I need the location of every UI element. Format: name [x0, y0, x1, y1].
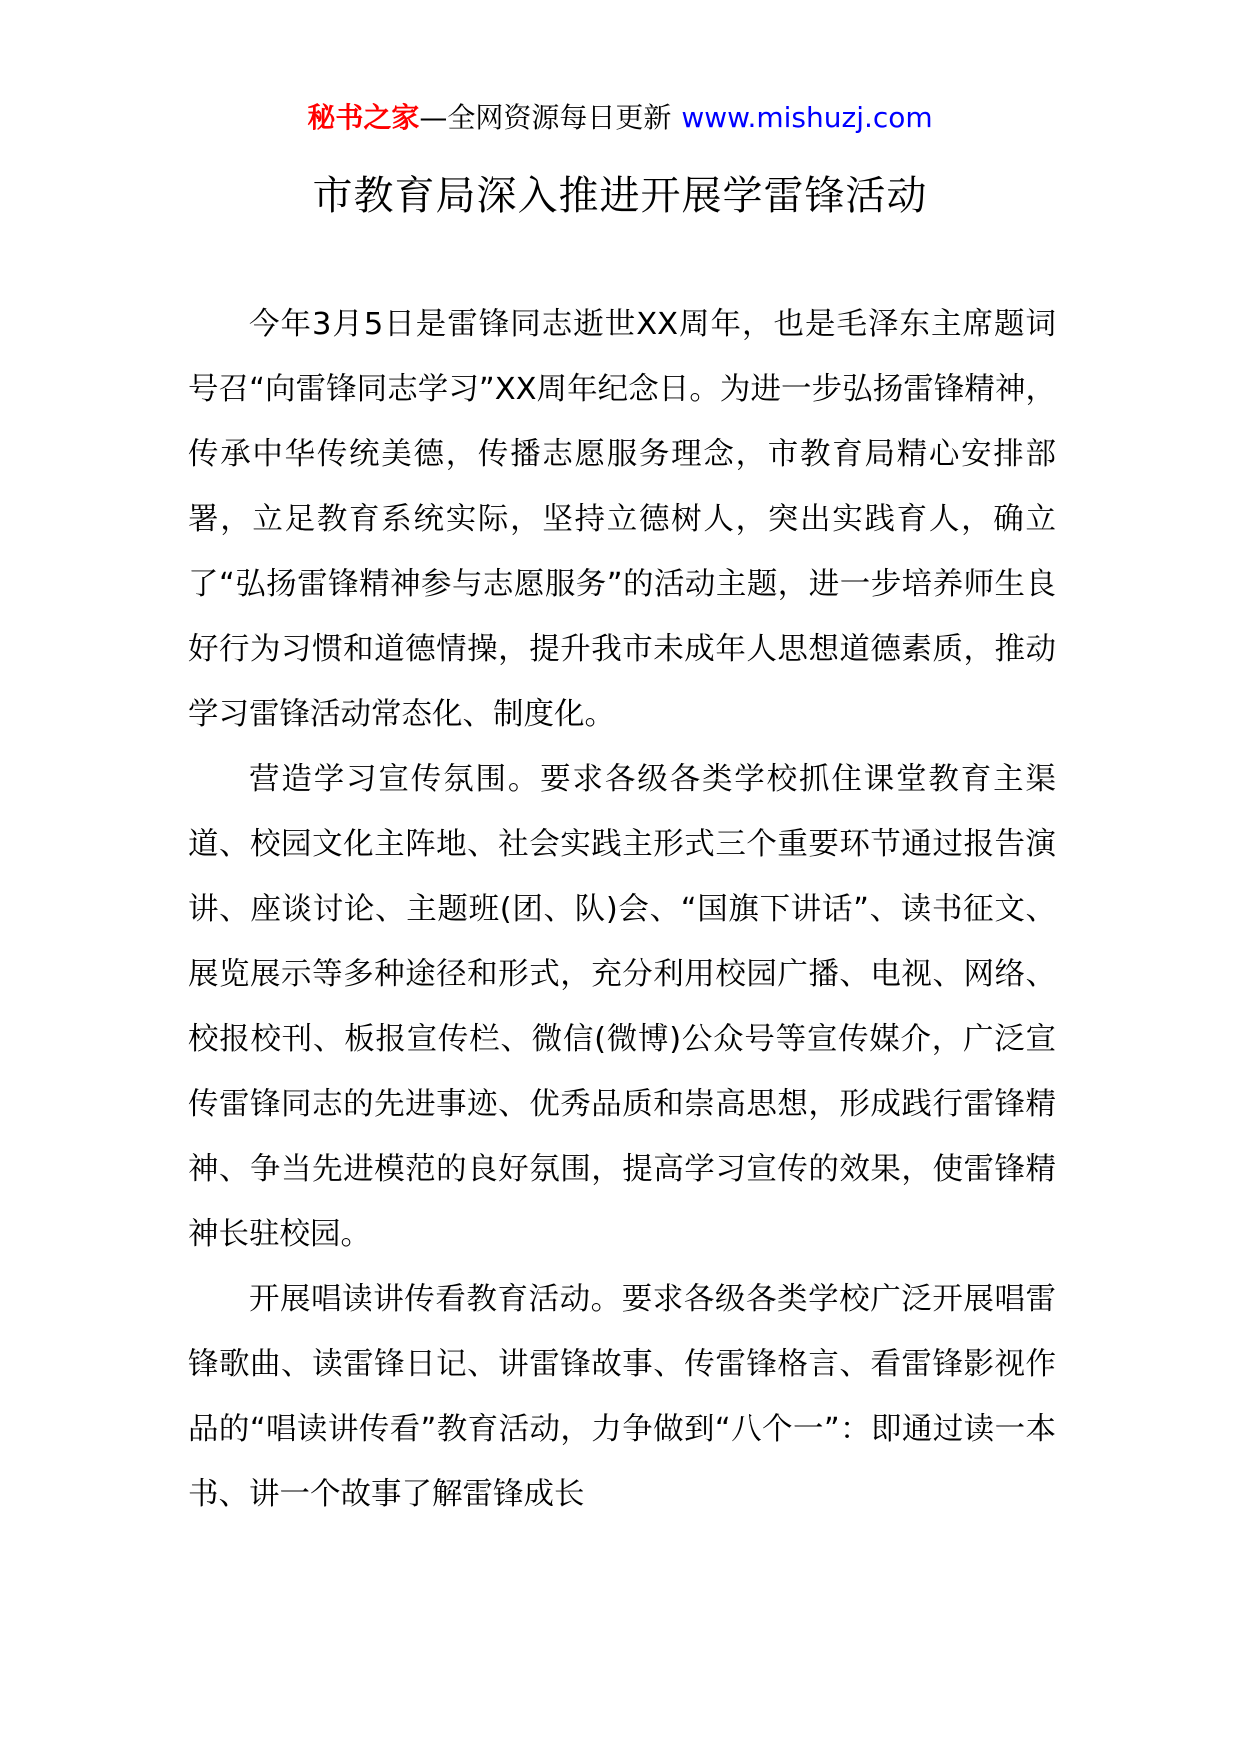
paragraph-publicity: 营造学习宣传氛围。要求各级各类学校抓住课堂教育主渠道、校园文化主阵地、社会实践主形式三个重要环节通过报告演讲、座谈讨论、主题班(团、队)会、“国旗下讲话”、读书征文、展览展示等多种途径和形式，充分利用校园广播、电视、网络、校报校刊、板报宣传栏、微信(微博)公众号等宣传媒介，广泛宣传雷锋同志的先进事迹、优秀品质和崇高思想，形成践行雷锋精神、争当先进模范的良好氛围，提高学习宣传的效果，使雷锋精神长驻校园。: [188, 762, 1056, 1252]
site-header: [0, 98, 1240, 138]
document-body: [188, 292, 1056, 1527]
document-title: 市教育局深入推进开展学雷锋活动: [312, 173, 928, 219]
brand-name: 秘书之家: [307, 101, 420, 134]
header-tagline: —全网资源每日更新: [419, 101, 672, 134]
paragraph-intro: 今年3月5日是雷锋同志逝世XX周年，也是毛泽东主席题词号召“向雷锋同志学习”XX周年纪念日。为进一步弘扬雷锋精神，传承中华传统美德，传播志愿服务理念，市教育局精心安排部署，立足教育系统实际，坚持立德树人，突出实践育人，确立了“弘扬雷锋精神参与志愿服务”的活动主题，进一步培养师生良好行为习惯和道德情操，提升我市未成年人思想道德素质，推动学习雷锋活动常态化、制度化。: [188, 307, 1056, 732]
paragraph-activities: 开展唱读讲传看教育活动。要求各级各类学校广泛开展唱雷锋歌曲、读雷锋日记、讲雷锋故事、传雷锋格言、看雷锋影视作品的“唱读讲传看”教育活动，力争做到“八个一”：即通过读一本书、讲一个故事了解雷锋成长: [188, 1282, 1056, 1512]
site-url-link[interactable]: www.mishuzj.com: [681, 101, 933, 134]
